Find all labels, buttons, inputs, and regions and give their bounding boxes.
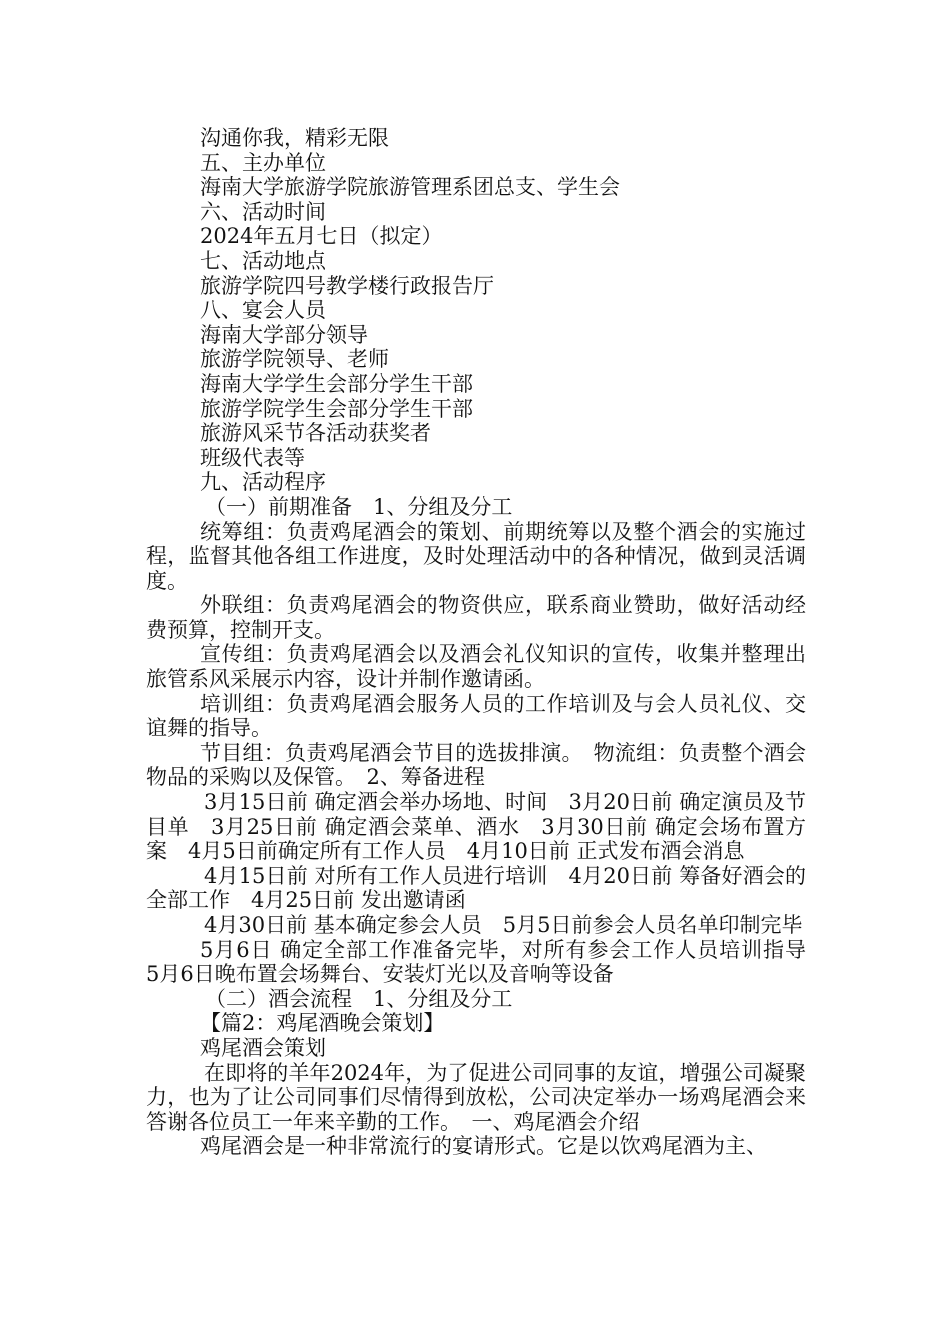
paragraph-schedule-3: 4月30日前 基本确定参会人员 5月5日前参会人员名单印制完毕 xyxy=(204,913,803,937)
subsection-heading-preparation: （一）前期准备 1、分组及分工 xyxy=(205,494,513,519)
paragraph-training-group: 培训组：负责鸡尾酒会服务人员的工作培训及与会人员礼仪、交谊舞的指导。 xyxy=(146,691,806,741)
section-heading-time: 六、活动时间 xyxy=(200,199,326,224)
paragraph-introduction: 在即将的羊年2024年，为了促进公司同事的友谊，增强公司凝聚力，也为了让公司同事们尽情得到放松，公司决定举办一场鸡尾酒会来答谢各位员工一年来辛勤的工作。 一、鸡尾酒会介绍 xyxy=(146,1060,806,1134)
section-heading-venue: 七、活动地点 xyxy=(200,248,326,273)
article-title: 鸡尾酒会策划 xyxy=(200,1035,326,1060)
event-date-text: 2024年五月七日（拟定） xyxy=(200,224,443,249)
guest-item: 旅游学院领导、老师 xyxy=(200,347,389,372)
guest-item: 旅游学院学生会部分学生干部 xyxy=(200,396,473,421)
paragraph-publicity-group: 宣传组：负责鸡尾酒会以及酒会礼仪知识的宣传，收集并整理出旅管系风采展示内容，设计并制作邀请函。 xyxy=(146,642,806,692)
paragraph-coordination-group: 统筹组：负责鸡尾酒会的策划、前期统筹以及整个酒会的实施过程，监督其他各组工作进度，及时处理活动中的各种情况，做到灵活调度。 xyxy=(146,519,806,593)
paragraph-schedule-1: 3月15日前 确定酒会举办场地、时间 3月20日前 确定演员及节目单 3月25日前 确定酒会菜单、酒水 3月30日前 确定会场布置方案 4月5日前确定所有工作人员 4月10日前 正式发布酒会消息 xyxy=(146,790,806,864)
paragraph-cocktail-intro: 鸡尾酒会是一种非常流行的宴请形式。它是以饮鸡尾酒为主、 xyxy=(200,1134,767,1159)
document-body xyxy=(146,126,827,1159)
section-heading-guests: 八、宴会人员 xyxy=(200,298,326,323)
subsection-heading-flow: （二）酒会流程 1、分组及分工 xyxy=(205,986,513,1011)
paragraph-program-group: 节目组：负责鸡尾酒会节目的选拔排演。 物流组：负责整个酒会物品的采购以及保管。 2、筹备进程 xyxy=(146,740,806,790)
guest-item: 班级代表等 xyxy=(200,445,305,470)
guest-item: 海南大学学生会部分学生干部 xyxy=(200,371,473,396)
guest-item: 海南大学部分领导 xyxy=(200,322,368,347)
paragraph-schedule-2: 4月15日前 对所有工作人员进行培训 4月20日前 筹备好酒会的全部工作 4月25日前 发出邀请函 xyxy=(146,863,806,913)
paragraph-schedule-4: 5月6日 确定全部工作准备完毕，对所有参会工作人员培训指导 5月6日晚布置会场舞台、安装灯光以及音响等设备 xyxy=(146,937,827,987)
organizer-text: 海南大学旅游学院旅游管理系团总支、学生会 xyxy=(200,175,620,200)
guest-item: 旅游风采节各活动获奖者 xyxy=(200,421,431,446)
venue-text: 旅游学院四号教学楼行政报告厅 xyxy=(200,273,494,298)
section-heading-program: 九、活动程序 xyxy=(200,470,326,495)
section-heading-organizer: 五、主办单位 xyxy=(200,150,326,175)
slogan-line: 沟通你我，精彩无限 xyxy=(200,126,389,150)
article-heading: 【篇2：鸡尾酒晚会策划】 xyxy=(200,1011,445,1036)
paragraph-liaison-group: 外联组：负责鸡尾酒会的物资供应，联系商业赞助，做好活动经费预算，控制开支。 xyxy=(146,593,806,642)
